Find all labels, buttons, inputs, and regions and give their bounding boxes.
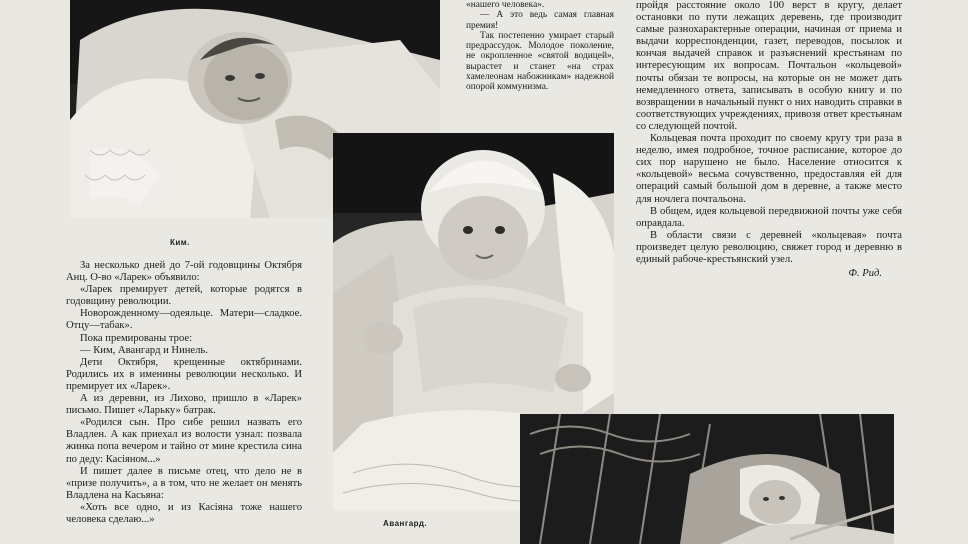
paragraph: В общем, идея кольцевой передвижной почты уже себя оправдала.: [636, 205, 902, 229]
caption-kim: Ким.: [170, 238, 190, 247]
paragraph: За несколько дней до 7-ой годовщины Октября Анц. О-во «Ларек» объявило:: [66, 260, 302, 284]
paragraph: Новорожденному—одеяльце. Матери—сладкое. Отцу—табак».: [66, 308, 302, 332]
paragraph: пройдя расстояние около 100 верст в кругу, делает остановки по пути лежащих деревень, где производит самые разнохарактерные операции, начиная от приема и выдачи корреспонденции, газет, переводов, посылок и кончая выдачей справок и разъяснений крестьянам по интересующим их вопросам. Почтальон «кольцевой» почты обязан те вопросы, на которые он не может дать немедленного ответа, записывать в особую книгу и по возвращении в начальный пункт о них наводить справки в соответствующих учреждениях, привозя ответ крестьянам со следующей почтой.: [636, 0, 902, 132]
paragraph: «Хоть все одно, и из Касіяна тоже нашего человека сделаю...»: [66, 501, 302, 525]
caption-avangard: Авангард.: [383, 519, 428, 528]
paragraph: Так постепенно умирает старый предрассудок. Молодое поколение, не окропленное «святой водицей», вырастет и станет «на страх хамелеонам набожникам» надежной опорой коммунизма.: [466, 30, 614, 93]
paragraph: А из деревни, из Лихово, пришло в «Ларек» письмо. Пишет «Ларьку» батрак.: [66, 393, 302, 417]
photo-crib: [520, 414, 894, 544]
paragraph: — Ким, Авангард и Нинель.: [80, 344, 208, 356]
right-article-column: [636, 0, 902, 280]
paragraph: В области связи с деревней «кольцевая» почта произведет целую революцию, свяжет город и деревню в единый рабоче-крестьянский узел.: [636, 229, 902, 265]
paragraph: — А это ведь самая главная премия!: [466, 10, 614, 31]
paragraph: «Родился сын. Про сибе решил назвать его Владлен. А как приехал из волости узнал: позвала жинка попа вечером и тайно от мине крестила сина по деду: Касіяном...»: [66, 417, 302, 465]
author-signature: Ф. Рид.: [848, 268, 882, 280]
paragraph: И пишет далее в письме отец, что дело не в «призе получить», а в том, что не желает он менять Владлена на Касьяна:: [66, 465, 302, 501]
paragraph: Кольцевая почта проходит по своему кругу три раза в неделю, имея подробное, точное расписание, которое до сих пор нарушено не было. Население относится к «кольцевой» весьма сочувственно, предоставляя ей для операций самый большой дом в деревне, а также место для ночлега почтальона.: [636, 133, 902, 205]
paragraph: «Ларек премирует детей, которые родятся в годовщину революции.: [66, 284, 302, 308]
left-article-column: [66, 260, 302, 526]
paragraph: Пока премированы трое:: [80, 332, 193, 344]
paragraph: «нашего человека».: [466, 0, 545, 10]
paragraph: Дети Октября, крещенные октябринами. Родились их в именины революции несколько. И премирует их «Ларек».: [66, 356, 302, 392]
middle-article-column: [466, 0, 614, 93]
